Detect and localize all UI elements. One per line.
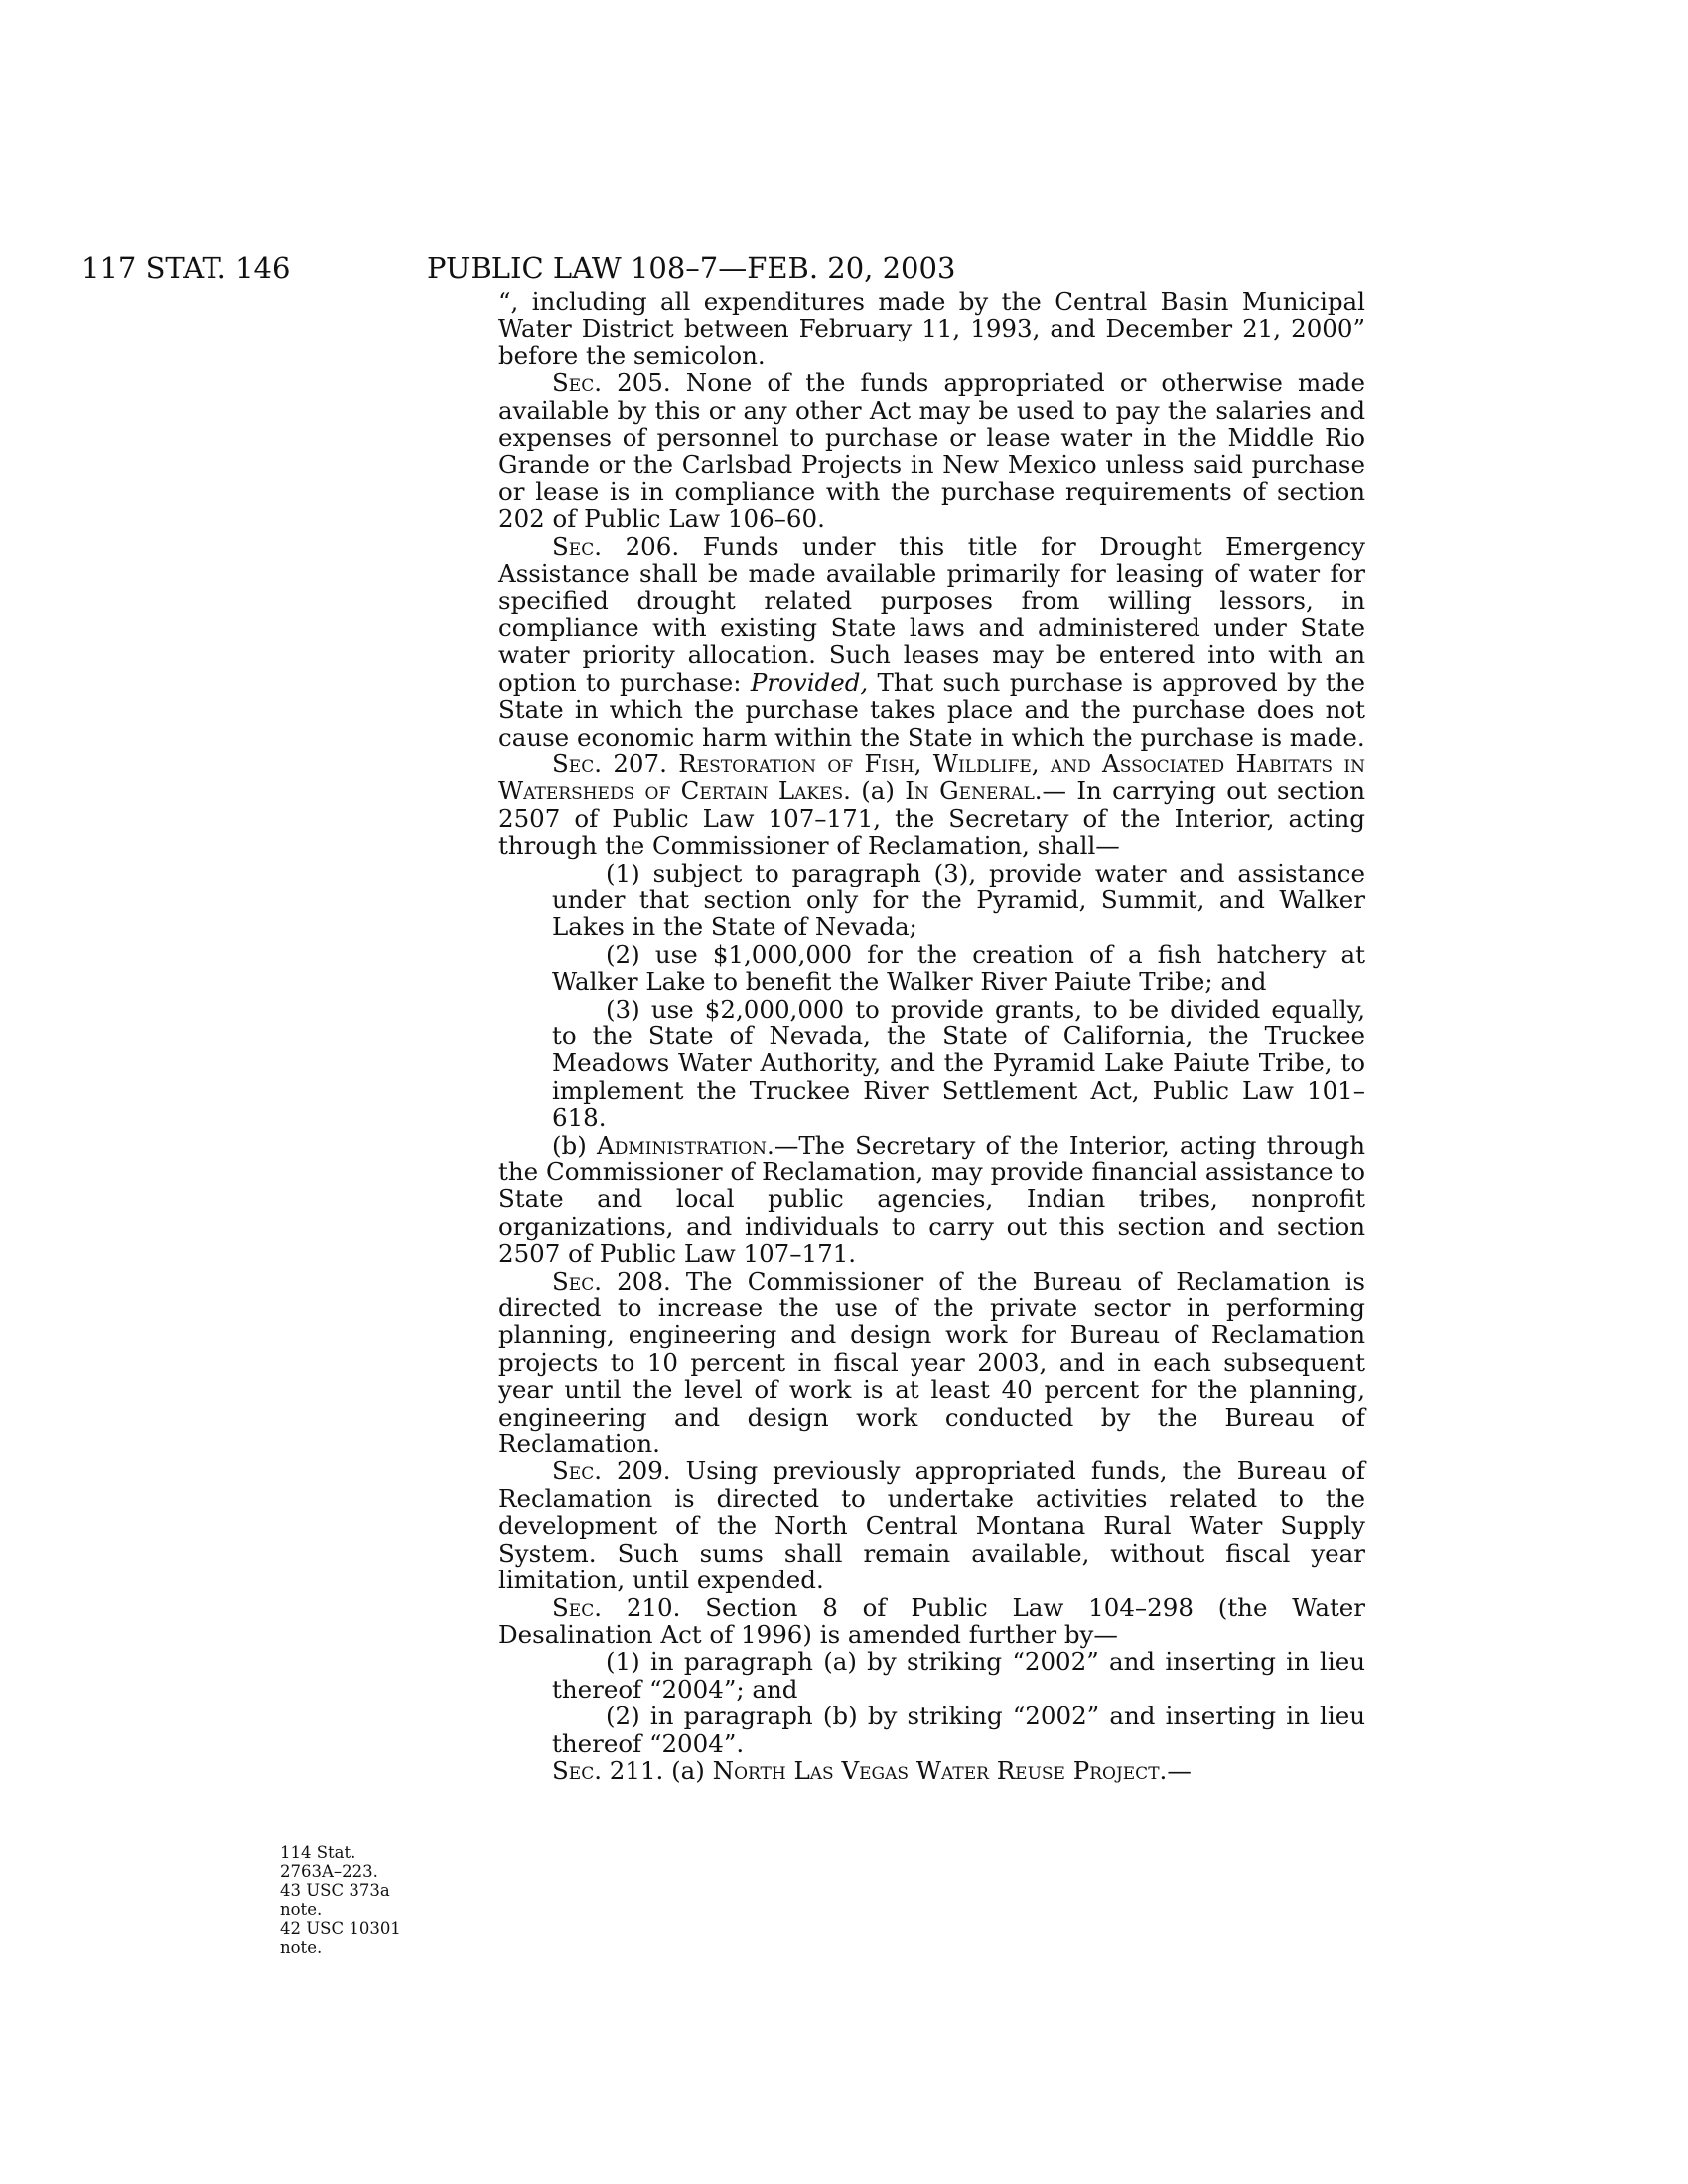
section-207 [498,751,1365,860]
heading-dash: — [1167,1755,1192,1785]
section-210 [498,1594,1365,1649]
sec-label: Sec. [552,749,602,778]
provided-proviso: Provided, [750,667,869,697]
subsection-label: (a) [850,776,906,806]
document-body [498,288,1365,1784]
section-number: 211. (a) [602,1755,713,1785]
sec-label: Sec. [552,531,602,561]
list-item: (2) in paragraph (b) by striking “2002” and inserting in lieu thereof “2004”. [552,1702,1365,1758]
list-item: (1) subject to paragraph (3), provide water and assistance under that section only for the Pyramid, Summit, and Walker Lakes in the State of Nevada; [552,858,1365,942]
section-heading: Restoration of Fish, Wildlife, and Associated Habitats in Watersheds of Certain Lakes. [498,749,1365,806]
sec-label: Sec. [552,368,602,398]
section-text: 209. Using previously appropriated funds, the Bureau of Reclamation is directed to undertake activities related to the development of the North Central Montana Rural Water Supply System. Such sums shall remain available, without fiscal year limitation, until expended. [498,1456,1365,1595]
margin-note: 43 USC 373a [280,1881,390,1900]
margin-note: note. [280,1900,323,1919]
section-211 [498,1757,1365,1784]
section-209 [498,1457,1365,1593]
margin-note: 114 Stat. [280,1843,356,1862]
stat-page-number: 117 STAT. 146 [81,251,291,285]
subsection-b [498,1132,1365,1268]
section-text: 210. Section 8 of Public Law 104–298 (the Water Desalination Act of 1996) is amended further by— [498,1592,1365,1649]
margin-notes [280,1843,449,1957]
sec-label: Sec. [552,1592,602,1622]
list-item: (1) in paragraph (a) by striking “2002” and inserting in lieu thereof “2004”; and [552,1647,1365,1704]
subsection-label: (b) [552,1130,597,1160]
section-text: 208. The Commissioner of the Bureau of Reclamation is directed to increase the use of the private sector in performing planning, engineering and design work for Bureau of Reclamation projects to 10 percent in fiscal year 2003, and in each subsequent year until the level of work is at least 40 percent for the planning, engineering and design work conducted by the Bureau of Reclamation. [498,1266,1365,1459]
section-205 [498,369,1365,532]
section-text: 205. None of the funds appropriated or otherwise made available by this or any other Act may be used to pay the salaries and expenses of personnel to purchase or lease water in the Middle Rio Grande or the Carlsbad Projects in New Mexico unless said purchase or lease is in compliance with the purchase requirements of section 202 of Public Law 106–60. [498,368,1365,534]
section-text: That such purchase is approved by the State in which the purchase takes place and the purchase does not cause economic harm within the State in which the purchase is made. [498,667,1365,751]
margin-note: note. [280,1938,323,1957]
list-item: (3) use $2,000,000 to provide grants, to be divided equally, to the State of Nevada, the State of California, the Truckee Meadows Water Authority, and the Pyramid Lake Paiute Tribe, to implement the Truckee River Settlement Act, Public Law 101–618. [552,994,1365,1133]
section-number: 207. [602,749,679,778]
margin-note: 2763A–223. [280,1862,378,1881]
section-text: 206. Funds under this title for Drought Emergency Assistance shall be made available primarily for leasing of water for specified drought related purposes from willing lessors, in compliance with existing State laws and administered under State water priority allocation. Such leases may be entered into with an option to purchase: [498,531,1365,697]
margin-note: 42 USC 10301 [280,1919,401,1938]
sec-label: Sec. [552,1755,602,1785]
page-header [81,250,1372,286]
section-206 [498,533,1365,751]
list-item: (2) use $1,000,000 for the creation of a fish hatchery at Walker Lake to benefit the Walker River Paiute Tribe; and [552,939,1365,997]
sec-label: Sec. [552,1456,602,1486]
section-text: — In carrying out section 2507 of Public Law 107–171, the Secretary of the Interior, acting through the Commissioner of Reclamation, shall— [498,776,1365,861]
section-text: —The Secretary of the Interior, acting through the Commissioner of Reclamation, may provide financial assistance to State and local public agencies, Indian tribes, nonprofit organizations, and individuals to carry out this section and section 2507 of Public Law 107–171. [498,1130,1365,1269]
sec-label: Sec. [552,1266,602,1296]
section-heading: North Las Vegas Water Reuse Project. [712,1755,1168,1785]
subsection-heading: In General. [905,776,1043,806]
continuation-paragraph: “, including all expenditures made by the Central Basin Municipal Water District between February 11, 1993, and December 21, 2000” before the semicolon. [498,287,1365,370]
law-title: PUBLIC LAW 108–7—FEB. 20, 2003 [427,251,956,285]
section-208 [498,1268,1365,1458]
subsection-heading: Administration. [597,1130,774,1160]
